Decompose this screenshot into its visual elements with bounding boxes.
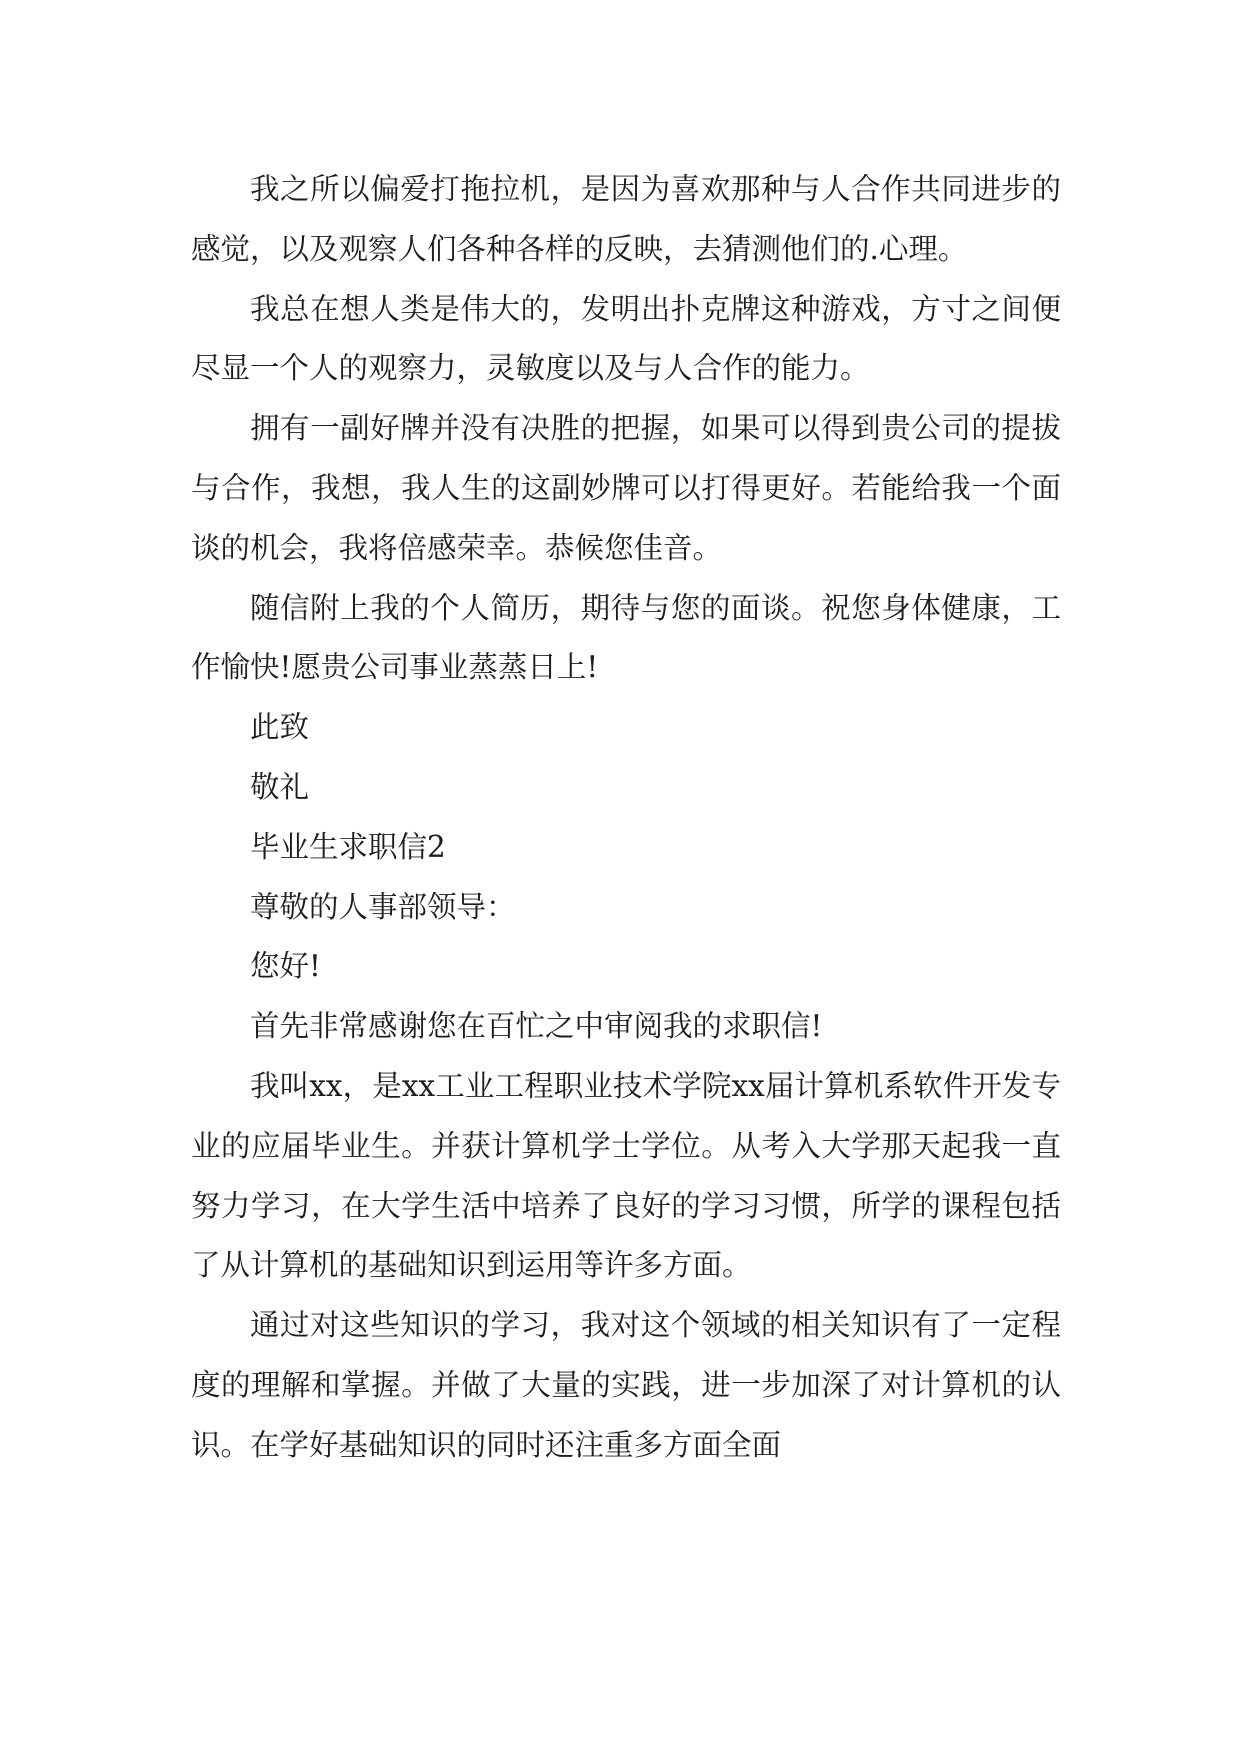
paragraph: 首先非常感谢您在百忙之中审阅我的求职信!	[250, 1009, 823, 1044]
greeting-recipient: 尊敬的人事部领导：	[250, 889, 516, 924]
paragraph: 我之所以偏爱打拖拉机，是因为喜欢那种与人合作共同进步的感觉，以及观察人们各种各样的反映，去猜测他们的.心理。	[191, 172, 1061, 266]
paragraph: 我总在想人类是伟大的，发明出扑克牌这种游戏，方寸之间便尽显一个人的观察力，灵敏度以及与人合作的能力。	[191, 291, 1061, 386]
document-body	[191, 160, 1061, 1476]
paragraph: 通过对这些知识的学习，我对这个领域的相关知识有了一定程度的理解和掌握。并做了大量的实践，进一步加深了对计算机的认识。在学好基础知识的同时还注重多方面全面	[191, 1308, 1061, 1462]
paragraph: 我叫xx，是xx工业工程职业技术学院xx届计算机系软件开发专业的应届毕业生。并获计算机学士学位。从考入大学那天起我一直努力学习，在大学生活中培养了良好的学习习惯，所学的课程包括了从计算机的基础知识到运用等许多方面。	[191, 1068, 1061, 1283]
paragraph: 拥有一副好牌并没有决胜的把握，如果可以得到贵公司的提拔与合作，我想，我人生的这副妙牌可以打得更好。若能给我一个面谈的机会，我将倍感荣幸。恭候您佳音。	[191, 411, 1061, 565]
closing-regards: 敬礼	[250, 769, 310, 804]
section-title: 毕业生求职信2	[250, 829, 446, 864]
paragraph: 随信附上我的个人简历，期待与您的面谈。祝您身体健康，工作愉快!愿贵公司事业蒸蒸日上!	[191, 590, 1061, 685]
closing-salutation: 此致	[250, 710, 310, 745]
greeting: 您好!	[250, 949, 321, 984]
